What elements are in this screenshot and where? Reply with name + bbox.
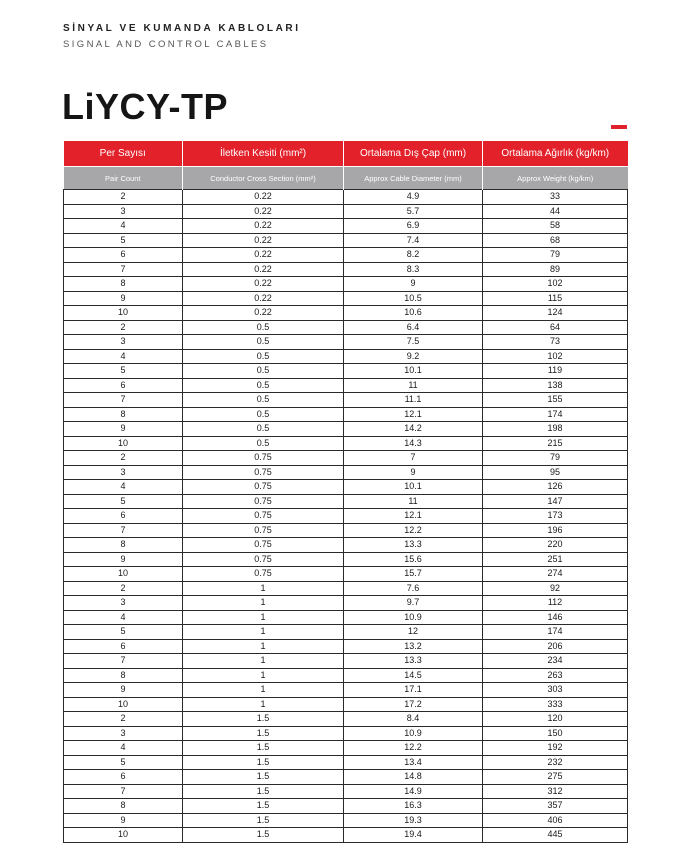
diameter-cell: 7.4: [344, 233, 483, 248]
cross-section-cell: 1: [183, 697, 344, 712]
pair-count-cell: 3: [64, 596, 183, 611]
table-row: [64, 262, 628, 277]
cross-section-cell: 0.5: [183, 335, 344, 350]
cross-section-cell: 0.75: [183, 465, 344, 480]
weight-cell: 102: [483, 349, 628, 364]
weight-cell: 215: [483, 436, 628, 451]
diameter-cell: 11: [344, 494, 483, 509]
pair-count-cell: 5: [64, 625, 183, 640]
pair-count-cell: 2: [64, 320, 183, 335]
diameter-cell: 19.3: [344, 813, 483, 828]
pair-count-cell: 10: [64, 828, 183, 843]
pair-count-cell: 9: [64, 683, 183, 698]
table-row: [64, 683, 628, 698]
cross-section-cell: 1: [183, 639, 344, 654]
weight-cell: 333: [483, 697, 628, 712]
cross-section-cell: 0.5: [183, 349, 344, 364]
weight-cell: 406: [483, 813, 628, 828]
diameter-cell: 13.3: [344, 654, 483, 669]
diameter-cell: 15.7: [344, 567, 483, 582]
diameter-cell: 19.4: [344, 828, 483, 843]
pair-count-cell: 3: [64, 204, 183, 219]
column-header-pair-count-tr: Per Sayısı: [64, 141, 183, 167]
diameter-cell: 9.7: [344, 596, 483, 611]
weight-cell: 232: [483, 755, 628, 770]
table-row: [64, 668, 628, 683]
diameter-cell: 11: [344, 378, 483, 393]
cross-section-cell: 0.5: [183, 407, 344, 422]
weight-cell: 92: [483, 581, 628, 596]
weight-cell: 220: [483, 538, 628, 553]
table-row: [64, 233, 628, 248]
weight-cell: 445: [483, 828, 628, 843]
diameter-cell: 7.6: [344, 581, 483, 596]
pair-count-cell: 3: [64, 335, 183, 350]
diameter-cell: 12.1: [344, 407, 483, 422]
diameter-cell: 8.4: [344, 712, 483, 727]
accent-marker: [611, 125, 627, 129]
table-row: [64, 190, 628, 205]
weight-cell: 155: [483, 393, 628, 408]
diameter-cell: 7: [344, 451, 483, 466]
weight-cell: 119: [483, 364, 628, 379]
weight-cell: 274: [483, 567, 628, 582]
diameter-cell: 12.2: [344, 523, 483, 538]
cross-section-cell: 0.75: [183, 451, 344, 466]
table-row: [64, 335, 628, 350]
table-row: [64, 552, 628, 567]
table-row: [64, 465, 628, 480]
diameter-cell: 4.9: [344, 190, 483, 205]
cross-section-cell: 1.5: [183, 813, 344, 828]
table-row: [64, 407, 628, 422]
weight-cell: 206: [483, 639, 628, 654]
diameter-cell: 6.4: [344, 320, 483, 335]
diameter-cell: 12: [344, 625, 483, 640]
table-row: [64, 596, 628, 611]
pair-count-cell: 6: [64, 639, 183, 654]
cross-section-cell: 0.75: [183, 480, 344, 495]
diameter-cell: 12.1: [344, 509, 483, 524]
table-row: [64, 204, 628, 219]
cross-section-cell: 0.22: [183, 233, 344, 248]
pair-count-cell: 5: [64, 364, 183, 379]
weight-cell: 138: [483, 378, 628, 393]
table-row: [64, 248, 628, 263]
cross-section-cell: 1: [183, 610, 344, 625]
cross-section-cell: 0.75: [183, 523, 344, 538]
column-header-weight-en: Approx Weight (kg/km): [483, 167, 628, 190]
diameter-cell: 12.2: [344, 741, 483, 756]
weight-cell: 33: [483, 190, 628, 205]
diameter-cell: 13.2: [344, 639, 483, 654]
table-row: [64, 741, 628, 756]
table-row: [64, 697, 628, 712]
diameter-cell: 13.4: [344, 755, 483, 770]
pair-count-cell: 9: [64, 552, 183, 567]
weight-cell: 79: [483, 248, 628, 263]
weight-cell: 198: [483, 422, 628, 437]
diameter-cell: 9.2: [344, 349, 483, 364]
pair-count-cell: 9: [64, 291, 183, 306]
cross-section-cell: 0.5: [183, 320, 344, 335]
pair-count-cell: 4: [64, 219, 183, 234]
category-title-tr: SİNYAL VE KUMANDA KABLOLARI: [63, 23, 301, 34]
pair-count-cell: 6: [64, 770, 183, 785]
table-row: [64, 828, 628, 843]
weight-cell: 196: [483, 523, 628, 538]
pair-count-cell: 6: [64, 248, 183, 263]
table-body: [64, 190, 628, 843]
table-row: [64, 364, 628, 379]
cross-section-cell: 0.75: [183, 494, 344, 509]
diameter-cell: 8.2: [344, 248, 483, 263]
pair-count-cell: 7: [64, 262, 183, 277]
pair-count-cell: 5: [64, 494, 183, 509]
table-row: [64, 378, 628, 393]
cross-section-cell: 0.5: [183, 378, 344, 393]
cross-section-cell: 1: [183, 581, 344, 596]
column-header-cross-section-en: Conductor Cross Section (mm²): [183, 167, 344, 190]
table-row: [64, 320, 628, 335]
diameter-cell: 10.1: [344, 364, 483, 379]
cross-section-cell: 0.75: [183, 567, 344, 582]
pair-count-cell: 7: [64, 393, 183, 408]
weight-cell: 234: [483, 654, 628, 669]
diameter-cell: 10.9: [344, 726, 483, 741]
weight-cell: 124: [483, 306, 628, 321]
diameter-cell: 10.5: [344, 291, 483, 306]
cross-section-cell: 0.22: [183, 277, 344, 292]
cross-section-cell: 0.22: [183, 190, 344, 205]
diameter-cell: 17.2: [344, 697, 483, 712]
weight-cell: 147: [483, 494, 628, 509]
product-title: LiYCY-TP: [62, 86, 229, 127]
table-row: [64, 567, 628, 582]
weight-cell: 263: [483, 668, 628, 683]
table-row: [64, 451, 628, 466]
diameter-cell: 11.1: [344, 393, 483, 408]
pair-count-cell: 8: [64, 538, 183, 553]
diameter-cell: 15.6: [344, 552, 483, 567]
pair-count-cell: 9: [64, 813, 183, 828]
table-row: [64, 625, 628, 640]
pair-count-cell: 10: [64, 436, 183, 451]
cross-section-cell: 1: [183, 596, 344, 611]
diameter-cell: 10.9: [344, 610, 483, 625]
pair-count-cell: 3: [64, 726, 183, 741]
table-row: [64, 799, 628, 814]
weight-cell: 357: [483, 799, 628, 814]
header-row-en: [64, 167, 628, 190]
cross-section-cell: 1.5: [183, 799, 344, 814]
pair-count-cell: 10: [64, 306, 183, 321]
weight-cell: 303: [483, 683, 628, 698]
pair-count-cell: 8: [64, 668, 183, 683]
weight-cell: 120: [483, 712, 628, 727]
diameter-cell: 9: [344, 277, 483, 292]
weight-cell: 79: [483, 451, 628, 466]
column-header-cross-section-tr: İletken Kesiti (mm²): [183, 141, 344, 167]
table-row: [64, 639, 628, 654]
pair-count-cell: 10: [64, 697, 183, 712]
cross-section-cell: 0.5: [183, 422, 344, 437]
weight-cell: 126: [483, 480, 628, 495]
diameter-cell: 10.1: [344, 480, 483, 495]
table-row: [64, 277, 628, 292]
diameter-cell: 17.1: [344, 683, 483, 698]
pair-count-cell: 2: [64, 451, 183, 466]
cross-section-cell: 1: [183, 683, 344, 698]
cross-section-cell: 1.5: [183, 770, 344, 785]
weight-cell: 174: [483, 407, 628, 422]
pair-count-cell: 2: [64, 712, 183, 727]
pair-count-cell: 9: [64, 422, 183, 437]
pair-count-cell: 4: [64, 610, 183, 625]
table-row: [64, 480, 628, 495]
pair-count-cell: 10: [64, 567, 183, 582]
cross-section-cell: 0.22: [183, 219, 344, 234]
weight-cell: 192: [483, 741, 628, 756]
pair-count-cell: 3: [64, 465, 183, 480]
table-row: [64, 422, 628, 437]
table-row: [64, 219, 628, 234]
diameter-cell: 8.3: [344, 262, 483, 277]
cross-section-cell: 1.5: [183, 726, 344, 741]
pair-count-cell: 8: [64, 799, 183, 814]
cross-section-cell: 1: [183, 654, 344, 669]
table-row: [64, 726, 628, 741]
pair-count-cell: 6: [64, 378, 183, 393]
column-header-diameter-tr: Ortalama Dış Çap (mm): [344, 141, 483, 167]
weight-cell: 173: [483, 509, 628, 524]
diameter-cell: 16.3: [344, 799, 483, 814]
pair-count-cell: 2: [64, 190, 183, 205]
pair-count-cell: 6: [64, 509, 183, 524]
diameter-cell: 7.5: [344, 335, 483, 350]
diameter-cell: 5.7: [344, 204, 483, 219]
pair-count-cell: 2: [64, 581, 183, 596]
weight-cell: 150: [483, 726, 628, 741]
diameter-cell: 14.8: [344, 770, 483, 785]
diameter-cell: 14.3: [344, 436, 483, 451]
cross-section-cell: 1.5: [183, 828, 344, 843]
diameter-cell: 6.9: [344, 219, 483, 234]
weight-cell: 44: [483, 204, 628, 219]
weight-cell: 174: [483, 625, 628, 640]
weight-cell: 312: [483, 784, 628, 799]
table-row: [64, 509, 628, 524]
pair-count-cell: 7: [64, 654, 183, 669]
cross-section-cell: 0.22: [183, 204, 344, 219]
table-row: [64, 784, 628, 799]
header-row-tr: [64, 141, 628, 167]
cross-section-cell: 0.22: [183, 262, 344, 277]
weight-cell: 58: [483, 219, 628, 234]
table-row: [64, 291, 628, 306]
diameter-cell: 13.3: [344, 538, 483, 553]
cross-section-cell: 0.22: [183, 306, 344, 321]
table-row: [64, 523, 628, 538]
cross-section-cell: 0.75: [183, 538, 344, 553]
pair-count-cell: 5: [64, 755, 183, 770]
table-row: [64, 306, 628, 321]
table-row: [64, 755, 628, 770]
weight-cell: 68: [483, 233, 628, 248]
column-header-weight-tr: Ortalama Ağırlık (kg/km): [483, 141, 628, 167]
table-row: [64, 494, 628, 509]
cross-section-cell: 1.5: [183, 741, 344, 756]
cross-section-cell: 0.75: [183, 509, 344, 524]
cross-section-cell: 0.22: [183, 291, 344, 306]
pair-count-cell: 4: [64, 480, 183, 495]
category-title-en: SIGNAL AND CONTROL CABLES: [63, 39, 269, 50]
weight-cell: 275: [483, 770, 628, 785]
column-header-pair-count-en: Pair Count: [64, 167, 183, 190]
weight-cell: 146: [483, 610, 628, 625]
cross-section-cell: 1.5: [183, 784, 344, 799]
diameter-cell: 14.5: [344, 668, 483, 683]
weight-cell: 89: [483, 262, 628, 277]
cross-section-cell: 0.5: [183, 393, 344, 408]
cross-section-cell: 1: [183, 668, 344, 683]
weight-cell: 115: [483, 291, 628, 306]
pair-count-cell: 8: [64, 277, 183, 292]
table-row: [64, 436, 628, 451]
pair-count-cell: 8: [64, 407, 183, 422]
diameter-cell: 14.9: [344, 784, 483, 799]
table-row: [64, 770, 628, 785]
cross-section-cell: 0.22: [183, 248, 344, 263]
column-header-diameter-en: Approx Cable Diameter (mm): [344, 167, 483, 190]
diameter-cell: 10.6: [344, 306, 483, 321]
pair-count-cell: 4: [64, 349, 183, 364]
weight-cell: 102: [483, 277, 628, 292]
cross-section-cell: 1.5: [183, 712, 344, 727]
weight-cell: 64: [483, 320, 628, 335]
weight-cell: 73: [483, 335, 628, 350]
diameter-cell: 9: [344, 465, 483, 480]
weight-cell: 251: [483, 552, 628, 567]
pair-count-cell: 7: [64, 523, 183, 538]
table-row: [64, 538, 628, 553]
table-row: [64, 393, 628, 408]
cross-section-cell: 0.5: [183, 436, 344, 451]
cross-section-cell: 1: [183, 625, 344, 640]
pair-count-cell: 7: [64, 784, 183, 799]
spec-table: [63, 141, 628, 843]
table-row: [64, 610, 628, 625]
table-row: [64, 654, 628, 669]
cross-section-cell: 1.5: [183, 755, 344, 770]
pair-count-cell: 5: [64, 233, 183, 248]
weight-cell: 95: [483, 465, 628, 480]
cross-section-cell: 0.75: [183, 552, 344, 567]
diameter-cell: 14.2: [344, 422, 483, 437]
table-row: [64, 349, 628, 364]
weight-cell: 112: [483, 596, 628, 611]
pair-count-cell: 4: [64, 741, 183, 756]
table-row: [64, 581, 628, 596]
cross-section-cell: 0.5: [183, 364, 344, 379]
table-row: [64, 813, 628, 828]
table-row: [64, 712, 628, 727]
